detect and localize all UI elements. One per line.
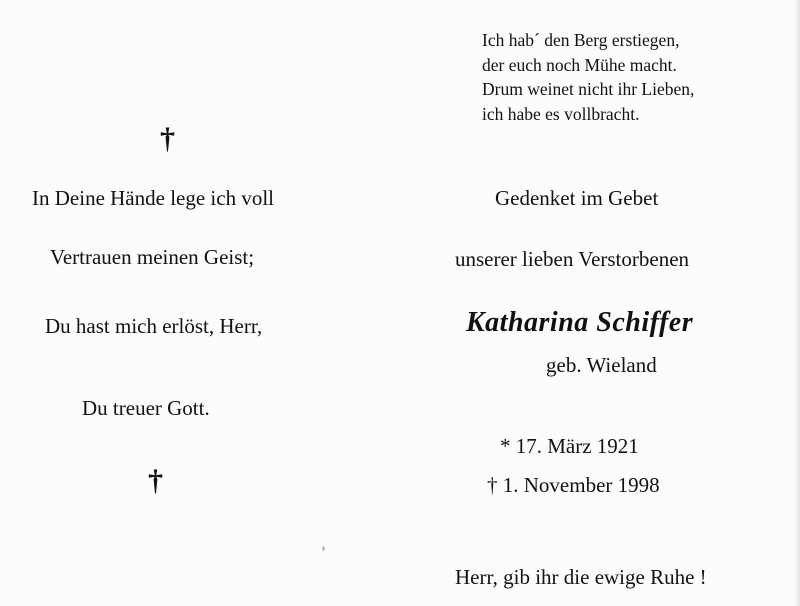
- card-edge-shadow: [794, 0, 800, 606]
- deceased-intro: unserer lieben Verstorbenen: [455, 247, 690, 271]
- poem-line-3: Drum weinet nicht ihr Lieben,: [482, 79, 695, 99]
- prayer-line-3: Du hast mich erlöst, Herr,: [45, 314, 263, 338]
- poem-line-1: Ich hab´ den Berg erstiegen,: [482, 30, 680, 50]
- deceased-name: Katharina Schiffer: [466, 307, 694, 338]
- cross-top-icon: †: [160, 122, 175, 155]
- remember-heading: Gedenket im Gebet: [495, 186, 659, 210]
- paper-speck: [322, 546, 325, 551]
- death-date: † 1. November 1998: [487, 473, 660, 497]
- prayer-line-4: Du treuer Gott.: [82, 396, 210, 420]
- closing-prayer: Herr, gib ihr die ewige Ruhe !: [455, 565, 707, 589]
- poem-line-4: ich habe es vollbracht.: [482, 103, 640, 124]
- poem-line-2: der euch noch Mühe macht.: [482, 54, 677, 75]
- birth-date: * 17. März 1921: [500, 434, 639, 458]
- prayer-line-1: In Deine Hände lege ich voll: [32, 186, 274, 210]
- maiden-name: geb. Wieland: [546, 353, 657, 377]
- prayer-line-2: Vertrauen meinen Geist;: [50, 245, 255, 269]
- poem-verse: [482, 28, 752, 126]
- cross-bottom-icon: †: [148, 464, 163, 497]
